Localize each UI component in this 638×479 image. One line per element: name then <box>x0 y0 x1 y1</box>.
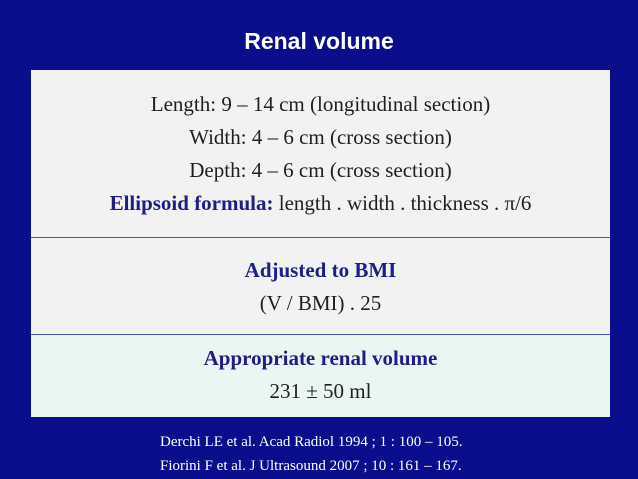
width-line: Width: 4 – 6 cm (cross section) <box>189 125 452 149</box>
reference-item: Fiorini F et al. J Ultrasound 2007 ; 10 : 161 – 167. <box>160 458 462 474</box>
ellipsoid-formula-line <box>31 187 610 220</box>
slide-title: Renal volume <box>244 28 394 54</box>
appropriate-volume-heading: Appropriate renal volume <box>203 346 438 370</box>
dimensions-panel <box>31 70 610 238</box>
reference-item: Derchi LE et al. Acad Radiol 1994 ; 1 : 100 – 105. <box>160 434 463 450</box>
appropriate-volume-value: 231 ± 50 ml <box>269 379 372 403</box>
references <box>160 430 462 478</box>
depth-line: Depth: 4 – 6 cm (cross section) <box>189 158 452 182</box>
bmi-panel <box>31 238 610 335</box>
bmi-heading: Adjusted to BMI <box>244 258 397 282</box>
bmi-formula: (V / BMI) . 25 <box>259 291 382 315</box>
appropriate-volume-panel <box>31 335 610 417</box>
ellipsoid-formula-text: length . width . thickness . π/6 <box>273 191 532 215</box>
length-line: Length: 9 – 14 cm (longitudinal section) <box>150 92 491 116</box>
ellipsoid-formula-label: Ellipsoid formula: <box>109 191 274 215</box>
